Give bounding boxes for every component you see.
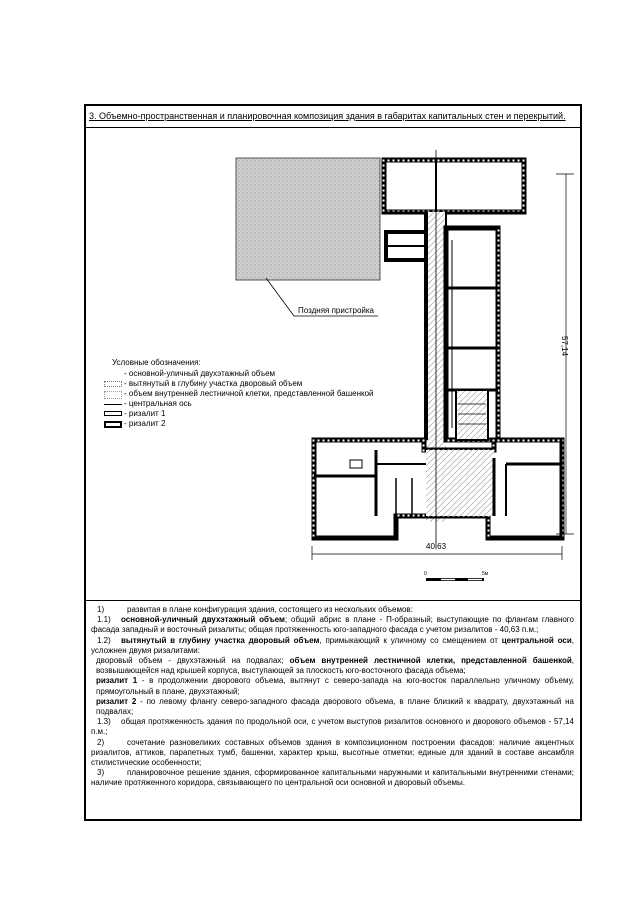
annex-label: Поздняя пристройка	[298, 306, 374, 315]
legend-swatch	[104, 421, 122, 428]
para-2: 2) сочетание разновеликих составных объемов здания в композиционном построении фасадов: наличие акцентных ризалитов, аттиков, парапетных тумб, башенки, характер крыш, высотные отметки; единые для зданий в составе ансамбля стилистические особенности;	[91, 737, 574, 768]
para-risalit-1: ризалит 1 - в продолжении дворового объема, вытянут с северо-запада на юго-восток параллельно уличному объему, прямоугольный в плане, двухэтажный;	[96, 676, 574, 696]
legend-swatch	[104, 381, 122, 387]
sheet-frame	[84, 104, 582, 821]
legend-item: - центральная ось	[104, 399, 374, 409]
late-annex	[236, 158, 380, 280]
legend-item: - ризалит 1	[104, 409, 374, 419]
legend-item: - основной-уличный двухэтажный объем	[104, 369, 374, 379]
section-header: 3. Объемно-пространственная и планировочная композиция здания в габаритах капитальных стен и перекрытий.	[86, 106, 580, 128]
legend-item: - ризалит 2	[104, 419, 374, 429]
scale-end: 5м	[482, 571, 489, 577]
stair-tower	[456, 390, 488, 440]
main-street-volume	[314, 440, 562, 538]
dim-horizontal-label: 40,63	[426, 542, 447, 551]
legend-item: - объем внутренней лестничной клетки, представленной башенкой	[104, 389, 374, 399]
scale-zero: 0	[424, 571, 427, 577]
para-1-3: 1.3) общая протяженность здания по продольной оси, с учетом выступов ризалитов основного и дворового объемов - 57,14 п.м.;	[91, 717, 574, 737]
para-1-2: 1.2) вытянутый в глубину участка дворовый объем, примыкающий к уличному со смещением от центральной оси, усложнен двумя ризалитами:	[91, 635, 574, 655]
dimension-vertical	[556, 174, 574, 534]
legend	[104, 358, 374, 429]
legend-swatch	[104, 371, 122, 377]
legend-swatch	[104, 404, 122, 405]
risalit-1	[384, 160, 524, 212]
para-1-1: 1.1) основной-уличный двухэтажный объем; общий абрис в плане - П-образный; выступающие по флангам главного фасада западный и восточный ризалиты; общая протяженность юго-западного фасада с учетом ризалитов - 40,63 п.м.;	[91, 615, 574, 635]
para-1: 1) развитая в плане конфигурация здания, состоящего из нескольких объемов:	[97, 605, 413, 614]
legend-swatch	[104, 411, 122, 416]
scale-bar	[424, 571, 489, 581]
legend-title: Условные обозначения:	[112, 358, 201, 367]
dimension-horizontal	[312, 542, 562, 560]
legend-item: - вытянутый в глубину участка дворовый объем	[104, 379, 374, 389]
description-text	[86, 600, 580, 819]
para-3: 3) планировочное решение здания, сформированное капитальными наружными и капитальными внутренними стенами; наличие протяженного коридора, связывающего по центральной оси основной и дворовый объемы.	[91, 768, 574, 788]
para-risalit-2: ризалит 2 - по левому флангу северо-западного фасада дворового объема, в плане близкий к квадрату, двухэтажный на подвалах;	[96, 696, 574, 717]
para-1-2-a: дворовый объем - двухэтажный на подвалах; объем внутренней лестничной клетки, представленной башенкой, возвышающейся над крышей корпуса, выступающей за плоскость юго-восточного фасада объема;	[96, 656, 575, 676]
dim-vertical-label: 57,14	[560, 336, 569, 357]
risalit-2	[386, 232, 426, 260]
legend-swatch	[104, 391, 122, 399]
